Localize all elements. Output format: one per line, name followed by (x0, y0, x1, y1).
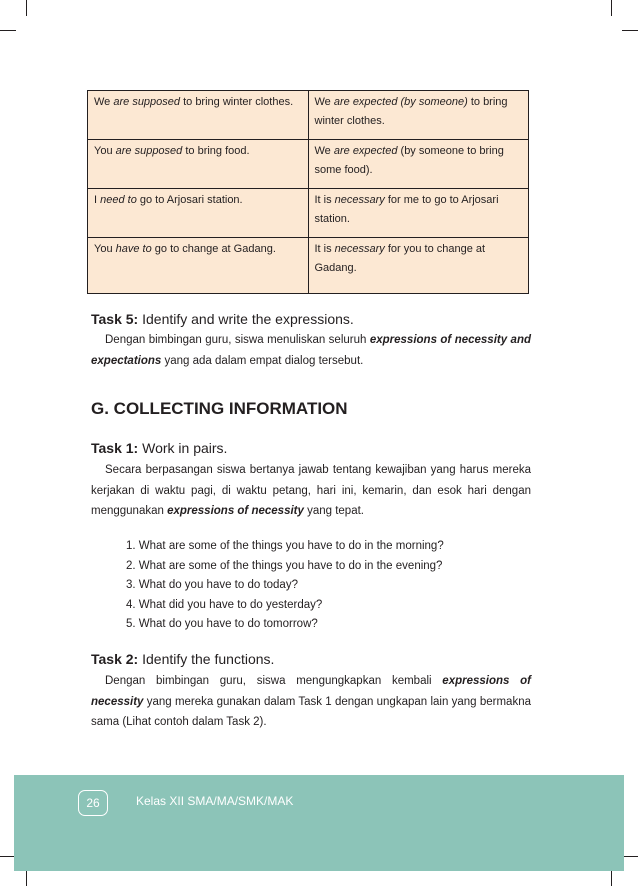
list-item: 5. What do you have to do tomorrow? (126, 618, 318, 630)
section-heading: G. COLLECTING INFORMATION (91, 399, 348, 418)
list-item: 2. What are some of the things you have to do in the evening? (126, 559, 443, 572)
footer-band (14, 775, 624, 871)
crop-mark (26, 0, 27, 16)
table-row (88, 238, 529, 294)
table-cell: I need to go to Arjosari station. (88, 189, 309, 238)
table-cell: You have to go to change at Gadang. (88, 238, 309, 294)
table-cell: You are supposed to bring food. (88, 140, 309, 189)
table-row (88, 189, 529, 238)
crop-mark (611, 870, 612, 886)
question-list (126, 537, 444, 635)
table-cell: We are expected (by someone) to bring winter clothes. (308, 91, 529, 140)
task5-instructions: Dengan bimbingan guru, siswa menuliskan seluruh expressions of necessity and expectations yang ada dalam empat dialog tersebut. (91, 334, 532, 367)
task5-heading: Task 5: Identify and write the expressions. (91, 311, 354, 327)
expressions-table (87, 90, 529, 294)
crop-mark (611, 0, 612, 16)
task2-heading: Task 2: Identify the functions. (91, 651, 275, 667)
list-item: 1. What are some of the things you have to do in the morning? (126, 540, 444, 552)
table-cell: It is necessary for you to change at Gadang. (308, 238, 529, 294)
table-row (88, 140, 529, 189)
table-cell: We are supposed to bring winter clothes. (88, 91, 309, 140)
footer-book-title: Kelas XII SMA/MA/SMK/MAK (136, 794, 294, 808)
table-row (88, 91, 529, 140)
table-cell: It is necessary for me to go to Arjosari station. (308, 189, 529, 238)
task1-heading: Task 1: Work in pairs. (91, 440, 228, 456)
crop-mark (622, 856, 638, 857)
list-item: 3. What do you have to do today? (126, 579, 298, 591)
crop-mark (622, 30, 638, 31)
table-cell: We are expected (by someone to bring some food). (308, 140, 529, 189)
crop-mark (26, 870, 27, 886)
page-number: 26 (78, 790, 108, 816)
crop-mark (0, 30, 16, 31)
list-item: 4. What did you have to do yesterday? (126, 598, 323, 611)
task2-instructions: Dengan bimbingan guru, siswa mengungkapkan kembali expressions of necessity yang mereka gunakan dalam Task 1 dengan ungkapan lain yang bermakna sama (Lihat contoh dalam Task 2). (91, 675, 531, 728)
task1-instructions: Secara berpasangan siswa bertanya jawab tentang kewajiban yang harus mereka kerjakan di waktu pagi, di waktu petang, hari ini, kemarin, dan esok hari dengan menggunakan expressions of necessity yang tepat. (91, 464, 531, 517)
